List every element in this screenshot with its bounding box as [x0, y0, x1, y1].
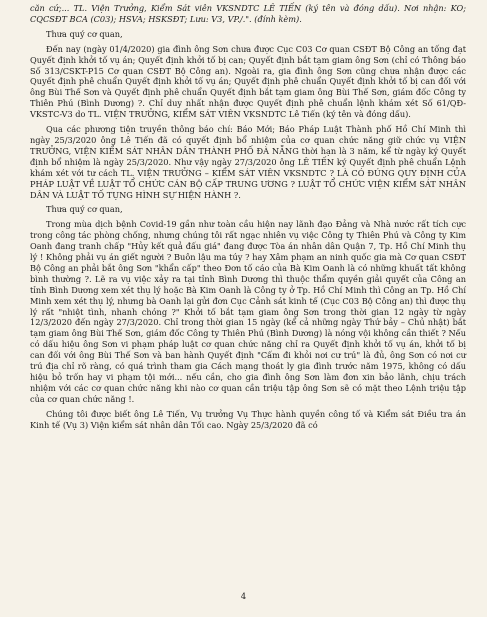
- paragraph-decisions: Đến nay (ngày 01/4/2020) gia đình ông Sơn chưa được Cục C03 Cơ quan CSĐT Bộ Công an tống đạt Quyết định khởi tố vụ án; Quyết định khởi tố bị can; Quyết định bắt tạm giam ông Sơn (chỉ có Thông báo Số 313/CSKT-P15 Cơ quan CSĐT Bộ Công an). Ngoài ra, gia đình ông Sơn cũng chưa nhận được các Quyết định phê chuẩn Quyết định khởi tố vụ án; Quyết định phê chuẩn Quyết định khởi tố bị can đối với ông Bùi Thế Sơn và Quyết định phê chuẩn Quyết định bắt tạm giam ông Bùi Thế Sơn, giám đốc Công ty Thiên Phú (Bình Dương) ?. Chỉ duy nhất nhận được Quyết định phê chuẩn lệnh khám xét Số 61/QĐ-VKSTC-V3 do TL. VIỆN TRƯỞNG, KIỂM SÁT VIÊN VKSNDTC Lê Tiến (ký tên và đóng dấu).: [30, 43, 466, 120]
- paragraph-media: Qua các phương tiện truyền thông báo chí: Báo Mới; Báo Pháp Luật Thành phố Hồ Chí Minh thì ngày 25/3/2020 ông Lê Tiến đã có quyết định bổ nhiệm của cơ quan chức năng giữ chức vụ VIỆN TRƯỞNG, VIỆN KIỂM SÁT NHÂN DÂN THÀNH PHỐ ĐÀ NẴNG thời hạn là 3 năm, kể từ ngày ký Quyết định bổ nhiệm là ngày 25/3/2020. Như vậy ngày 27/3/2020 ông LÊ TIẾN ký Quyết định phê chuẩn Lệnh khám xét với tư cách TL. VIỆN TRƯỞNG – KIỂM SÁT VIÊN VKSNDTC ? LÀ CÓ ĐÚNG QUY ĐỊNH CỦA PHÁP LUẬT VỀ LUẬT TỔ CHỨC CÁN BỘ CẤP TRUNG ƯƠNG ? LUẬT TỔ CHỨC VIỆN KIỂM SÁT NHÂN DÂN VÀ LUẬT TỐ TỤNG HÌNH SỰ HIỆN HÀNH ?.: [30, 124, 466, 200]
- salutation-2: Thưa quý cơ quan,: [46, 204, 123, 215]
- salutation-1: Thưa quý cơ quan,: [46, 28, 123, 39]
- continuation-paragraph: căn cứ;... TL. Viện Trưởng, Kiểm Sát viên VKSNDTC LÊ TIẾN (ký tên và đóng dấu). Nơi nhận: KO; CQCSĐT BCA (C03); HSVA; HSKSĐT; Lưu: V3, VP./.". (đính kèm).: [30, 3, 466, 24]
- paragraph-covid: Trong mùa dịch bệnh Covid-19 gần như toàn cầu hiện nay lãnh đạo Đảng và Nhà nước rất tích cực trong công tác phòng chống, nhưng chúng tôi rất ngạc nhiên vụ việc Công ty Thiên Phú và Công ty Kim Oanh đang tranh chấp "Hủy kết quả đấu giá" đang được Tòa án nhân dân Quận 7, Tp. Hồ Chí Minh thụ lý ! Không phải vụ án giết người ? Buôn lậu ma túy ? hay Xâm phạm an ninh quốc gia mà Cơ quan CSĐT Bộ Công an phải bắt ông Sơn "khẩn cấp" theo Đơn tố cáo của Bà Kim Oanh là có những khuất tất không bình thường ?. Lẽ ra vụ việc xảy ra tại tỉnh Bình Dương thì thuộc thẩm quyền giải quyết của Công an tỉnh Bình Dương xem xét thụ lý hoặc Bà Kim Oanh là Công ty ở Tp. Hồ Chí Minh thì Công an Tp. Hồ Chí Minh xem xét thụ lý, nhưng bà Oanh lại gửi đơn Cục Cảnh sát kinh tế (Cục C03 Bộ Công an) thì được thụ lý rất "nhiệt tình, nhanh chóng ?" Khởi tố bắt tạm giam ông Sơn trong thời gian 12 ngày từ ngày 12/3/2020 đến ngày 27/3/2020. Chỉ trong thời gian 15 ngày (kể cả những ngày Thứ bảy – Chủ nhật) bắt tạm giam ông Bùi Thế Sơn, giám đốc Công ty Thiên Phú (Bình Dương) là nóng vội không cần thiết ? Nếu có dấu hiệu ông Sơn vi phạm pháp luật cơ quan chức năng chỉ ra Quyết định khởi tố vụ án, khởi tố bị can đối với ông Bùi Thế Sơn và ban hành Quyết định "Cấm đi khỏi nơi cư trú" là đủ, ông Sơn có nơi cư trú địa chỉ rõ ràng, có quá trình tham gia Cách mạng thoát ly gia đình trước năm 1975, không có dấu hiệu bỏ trốn hay vi phạm tội mới... nếu cần, cho gia đình ông Sơn làm đơn xin bảo lãnh, chịu trách nhiệm với các cơ quan chức năng khi nào cơ quan cần triệu tập ông Sơn sẽ có mặt theo Lệnh triệu tập của cơ quan chức năng !.: [30, 219, 466, 404]
- page-content: [30, 3, 466, 431]
- page-number: 4: [240, 592, 247, 602]
- paragraph-closing: Chúng tôi được biết ông Lê Tiến, Vụ trưởng Vụ Thực hành quyền công tố và Kiểm sát Điều tra án Kinh tế (Vụ 3) Viện kiểm sát nhân dân Tối cao. Ngày 25/3/2020 đã có: [30, 408, 466, 430]
